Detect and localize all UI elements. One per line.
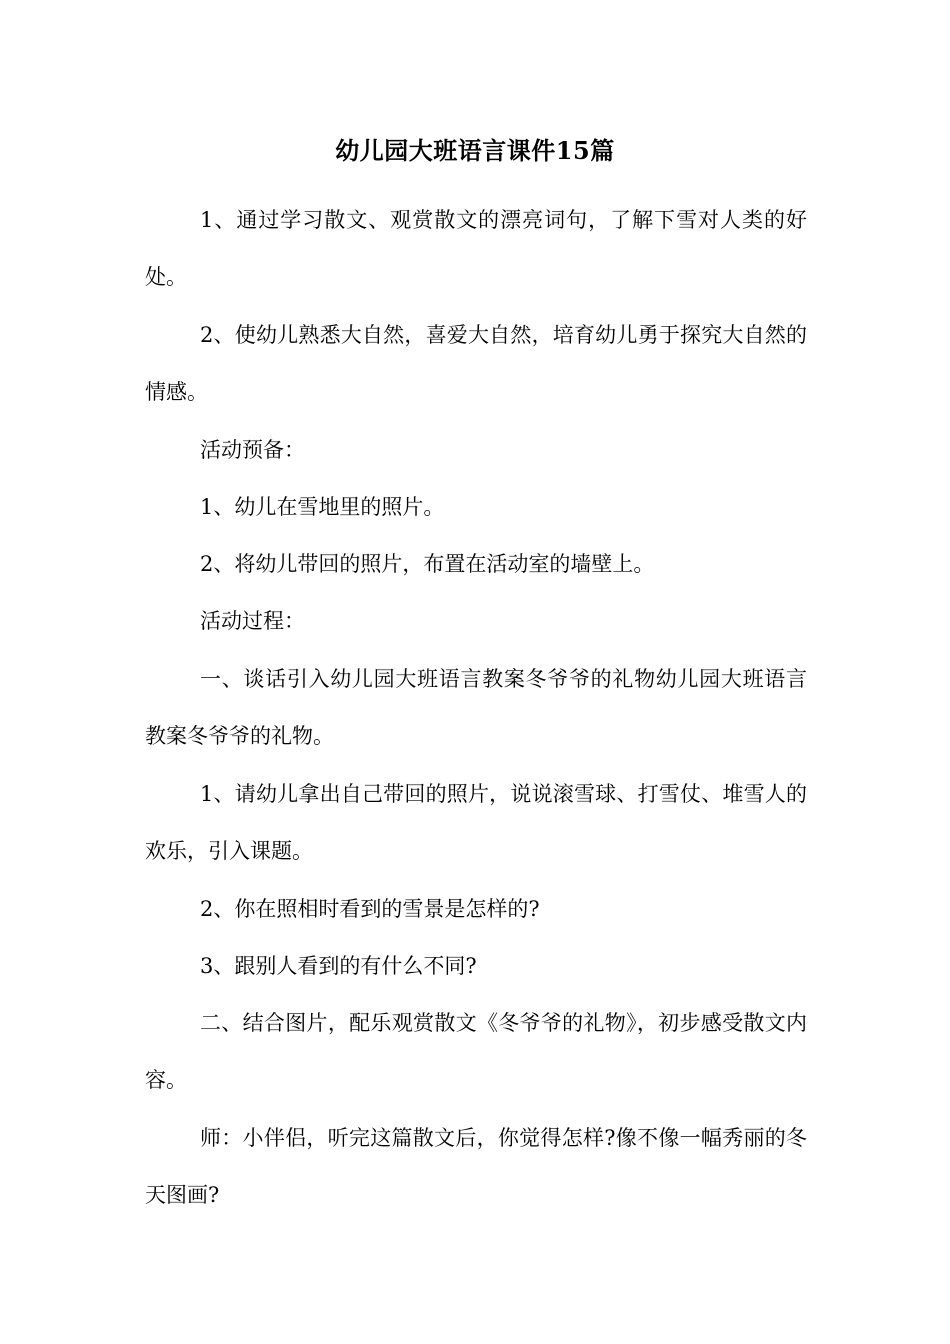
paragraph-step-1: 1、请幼儿拿出自己带回的照片，说说滚雪球、打雪仗、堆雪人的欢乐，引入课题。 xyxy=(145,782,807,863)
paragraph-section-1: 一、谈话引入幼儿园大班语言教案冬爷爷的礼物幼儿园大班语言教案冬爷爷的礼物。 xyxy=(145,667,807,748)
paragraph-process-heading: 活动过程： xyxy=(200,609,305,633)
paragraph-goal-1: 1、通过学习散文、观赏散文的漂亮词句，了解下雪对人类的好处。 xyxy=(145,208,807,289)
paragraph-goal-2: 2、使幼儿熟悉大自然，喜爱大自然，培育幼儿勇于探究大自然的情感。 xyxy=(145,323,807,404)
paragraph-preparation-heading: 活动预备： xyxy=(200,438,305,462)
paragraph-section-2: 二、结合图片，配乐观赏散文《冬爷爷的礼物》，初步感受散文内容。 xyxy=(145,1011,807,1092)
paragraph-step-2: 2、你在照相时看到的雪景是怎样的? xyxy=(200,897,540,921)
document-title: 幼儿园大班语言课件15篇 xyxy=(335,136,615,165)
paragraph-preparation-1: 1、幼儿在雪地里的照片。 xyxy=(200,495,445,519)
paragraph-step-3: 3、跟别人看到的有什么不同? xyxy=(200,954,477,978)
paragraph-teacher-question: 师：小伴侣，听完这篇散文后，你觉得怎样?像不像一幅秀丽的冬天图画? xyxy=(145,1126,807,1207)
paragraph-preparation-2: 2、将幼儿带回的照片，布置在活动室的墙壁上。 xyxy=(200,552,655,576)
